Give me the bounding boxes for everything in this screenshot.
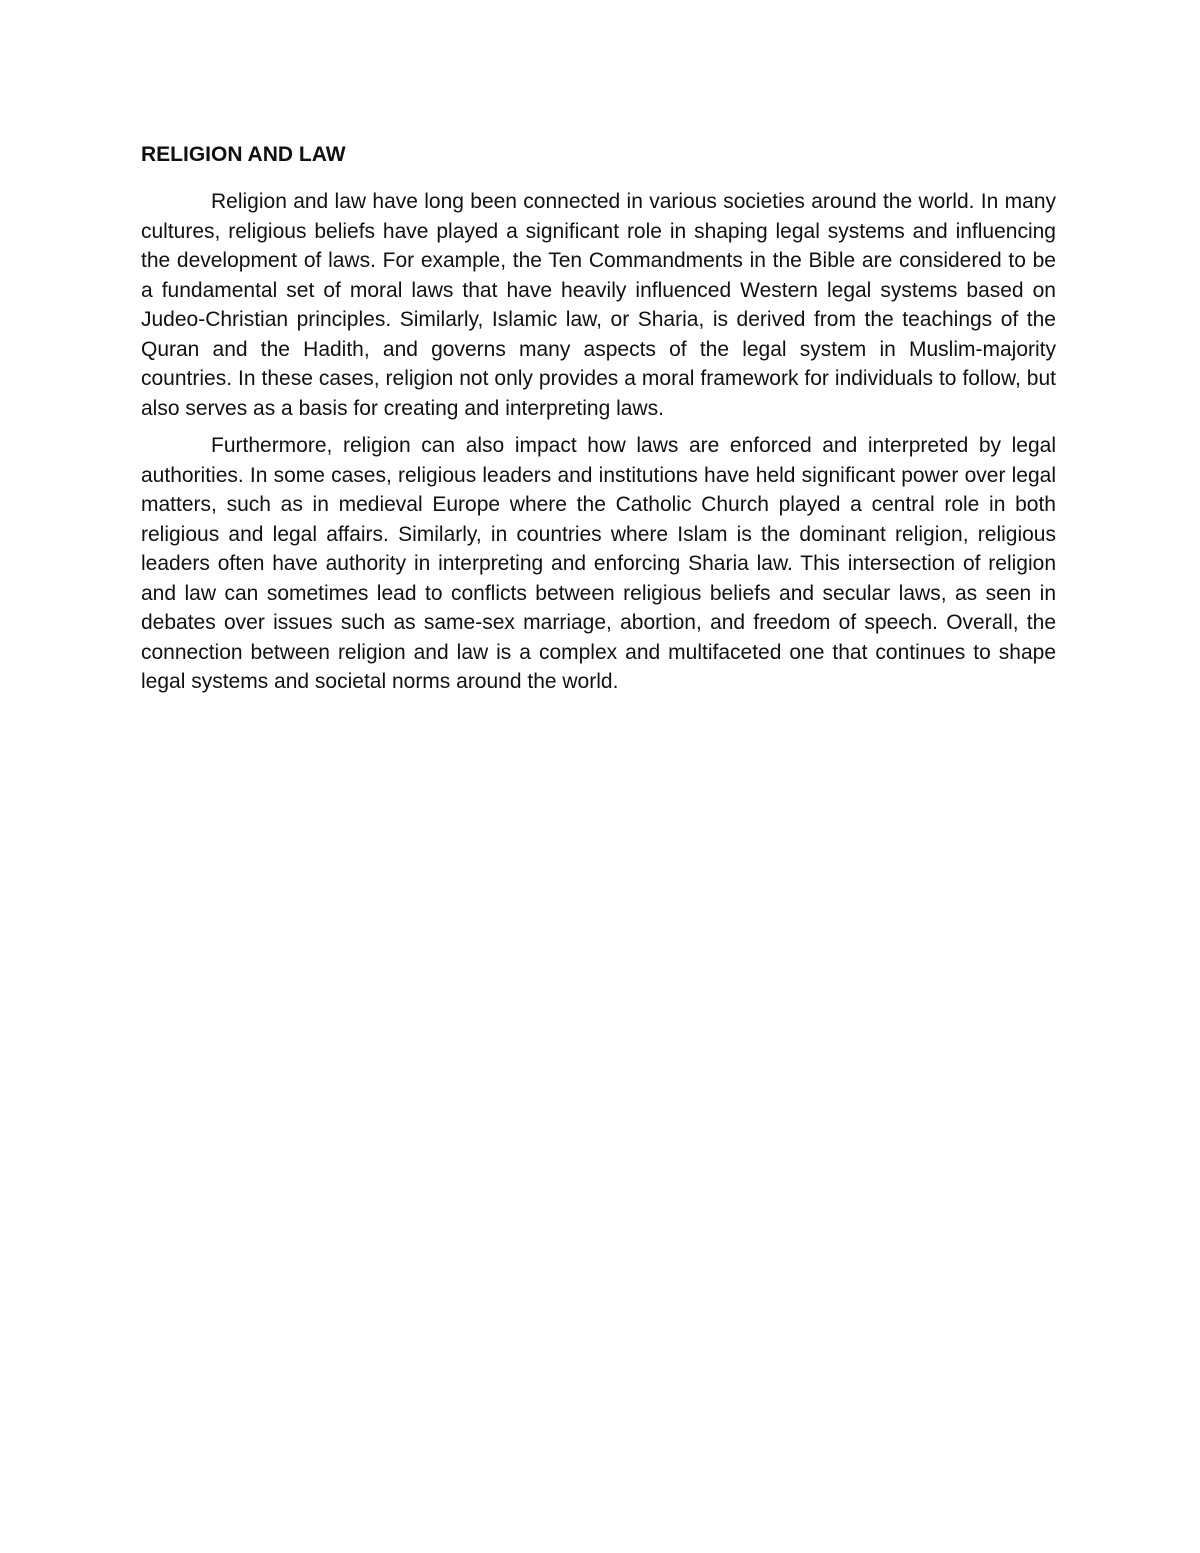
paragraph-2: Furthermore, religion can also impact how laws are enforced and interpreted by legal authorities. In some cases, religious leaders and institutions have held significant power over legal matters, such as in medieval Europe where the Catholic Church played a central role in both religious and legal affairs. Similarly, in countries where Islam is the dominant religion, religious leaders often have authority in interpreting and enforcing Sharia law. This intersection of religion and law can sometimes lead to conflicts between religious beliefs and secular laws, as seen in debates over issues such as same-sex marriage, abortion, and freedom of speech. Overall, the connection between religion and law is a complex and multifaceted one that continues to shape legal systems and societal norms around the world. xyxy=(141,434,1056,693)
paragraph-1: Religion and law have long been connected in various societies around the world. In many cultures, religious beliefs have played a significant role in shaping legal systems and influencing the development of laws. For example, the Ten Commandments in the Bible are considered to be a fundamental set of moral laws that have heavily influenced Western legal systems based on Judeo-Christian principles. Similarly, Islamic law, or Sharia, is derived from the teachings of the Quran and the Hadith, and governs many aspects of the legal system in Muslim-majority countries. In these cases, religion not only provides a moral framework for individuals to follow, but also serves as a basis for creating and interpreting laws. xyxy=(141,190,1056,420)
document-body xyxy=(141,140,1056,705)
document-title: RELIGION AND LAW xyxy=(141,143,346,166)
